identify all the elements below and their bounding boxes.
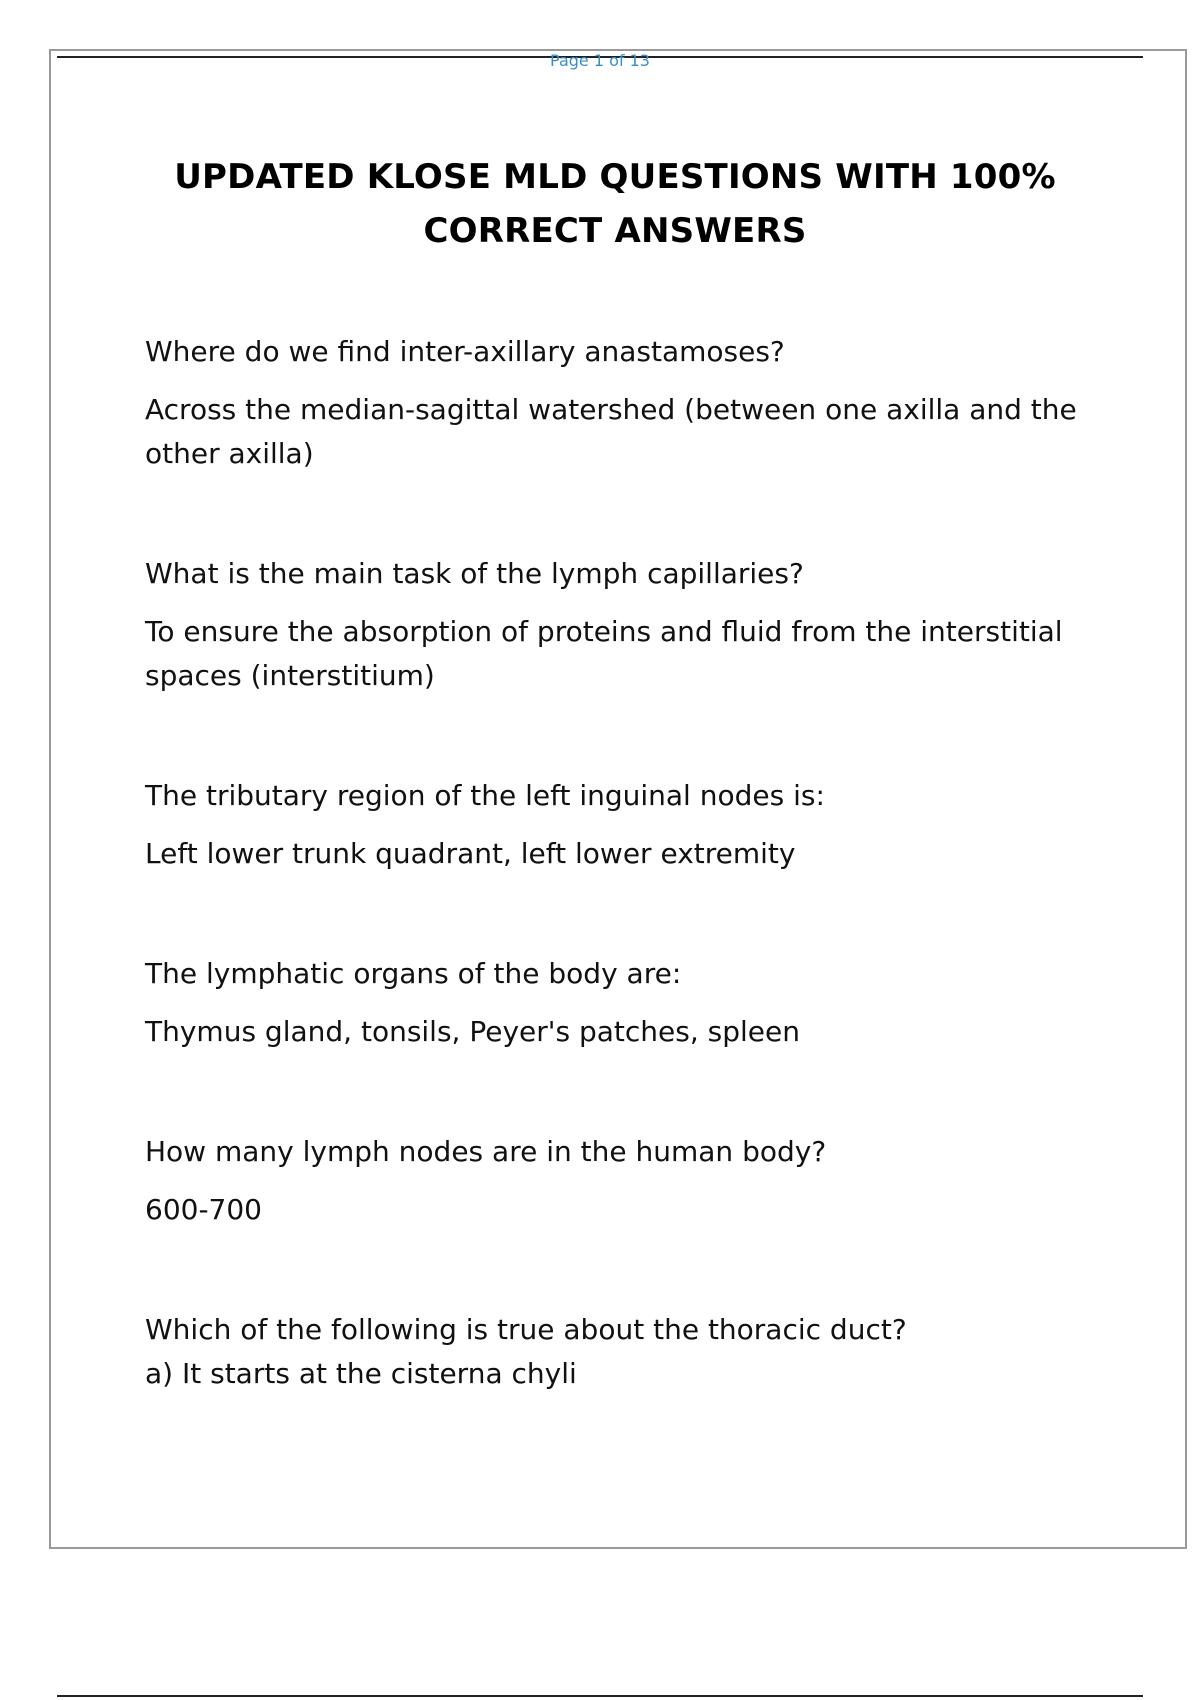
qa-item bbox=[145, 552, 1100, 698]
question-text: The lymphatic organs of the body are: bbox=[145, 957, 682, 990]
qa-item bbox=[145, 774, 1100, 876]
qa-item bbox=[145, 1130, 1100, 1232]
question-text: Where do we find inter-axillary anastamoses? bbox=[145, 335, 785, 368]
qa-item bbox=[145, 330, 1100, 476]
page-title: UPDATED KLOSE MLD QUESTIONS WITH 100% CORRECT ANSWERS bbox=[174, 157, 1056, 251]
question-text: Which of the following is true about the thoracic duct? bbox=[145, 1313, 907, 1346]
answer-text: Thymus gland, tonsils, Peyer's patches, spleen bbox=[145, 1015, 800, 1048]
answer-text: a) It starts at the cisterna chyli bbox=[145, 1357, 577, 1390]
answer-text: 600-700 bbox=[145, 1193, 262, 1226]
answer-text: Left lower trunk quadrant, left lower extremity bbox=[145, 837, 796, 870]
footer-rule bbox=[57, 1695, 1143, 1697]
answer-text: To ensure the absorption of proteins and fluid from the interstitial spaces (interstitium) bbox=[145, 615, 1063, 692]
question-text: How many lymph nodes are in the human body? bbox=[145, 1135, 827, 1168]
qa-item bbox=[145, 1308, 1100, 1396]
qa-item bbox=[145, 952, 1100, 1054]
question-text: The tributary region of the left inguinal nodes is: bbox=[145, 779, 825, 812]
question-text: What is the main task of the lymph capillaries? bbox=[145, 557, 804, 590]
page-number: Page 1 of 13 bbox=[550, 51, 650, 70]
answer-text: Across the median-sagittal watershed (between one axilla and the other axilla) bbox=[145, 393, 1077, 470]
